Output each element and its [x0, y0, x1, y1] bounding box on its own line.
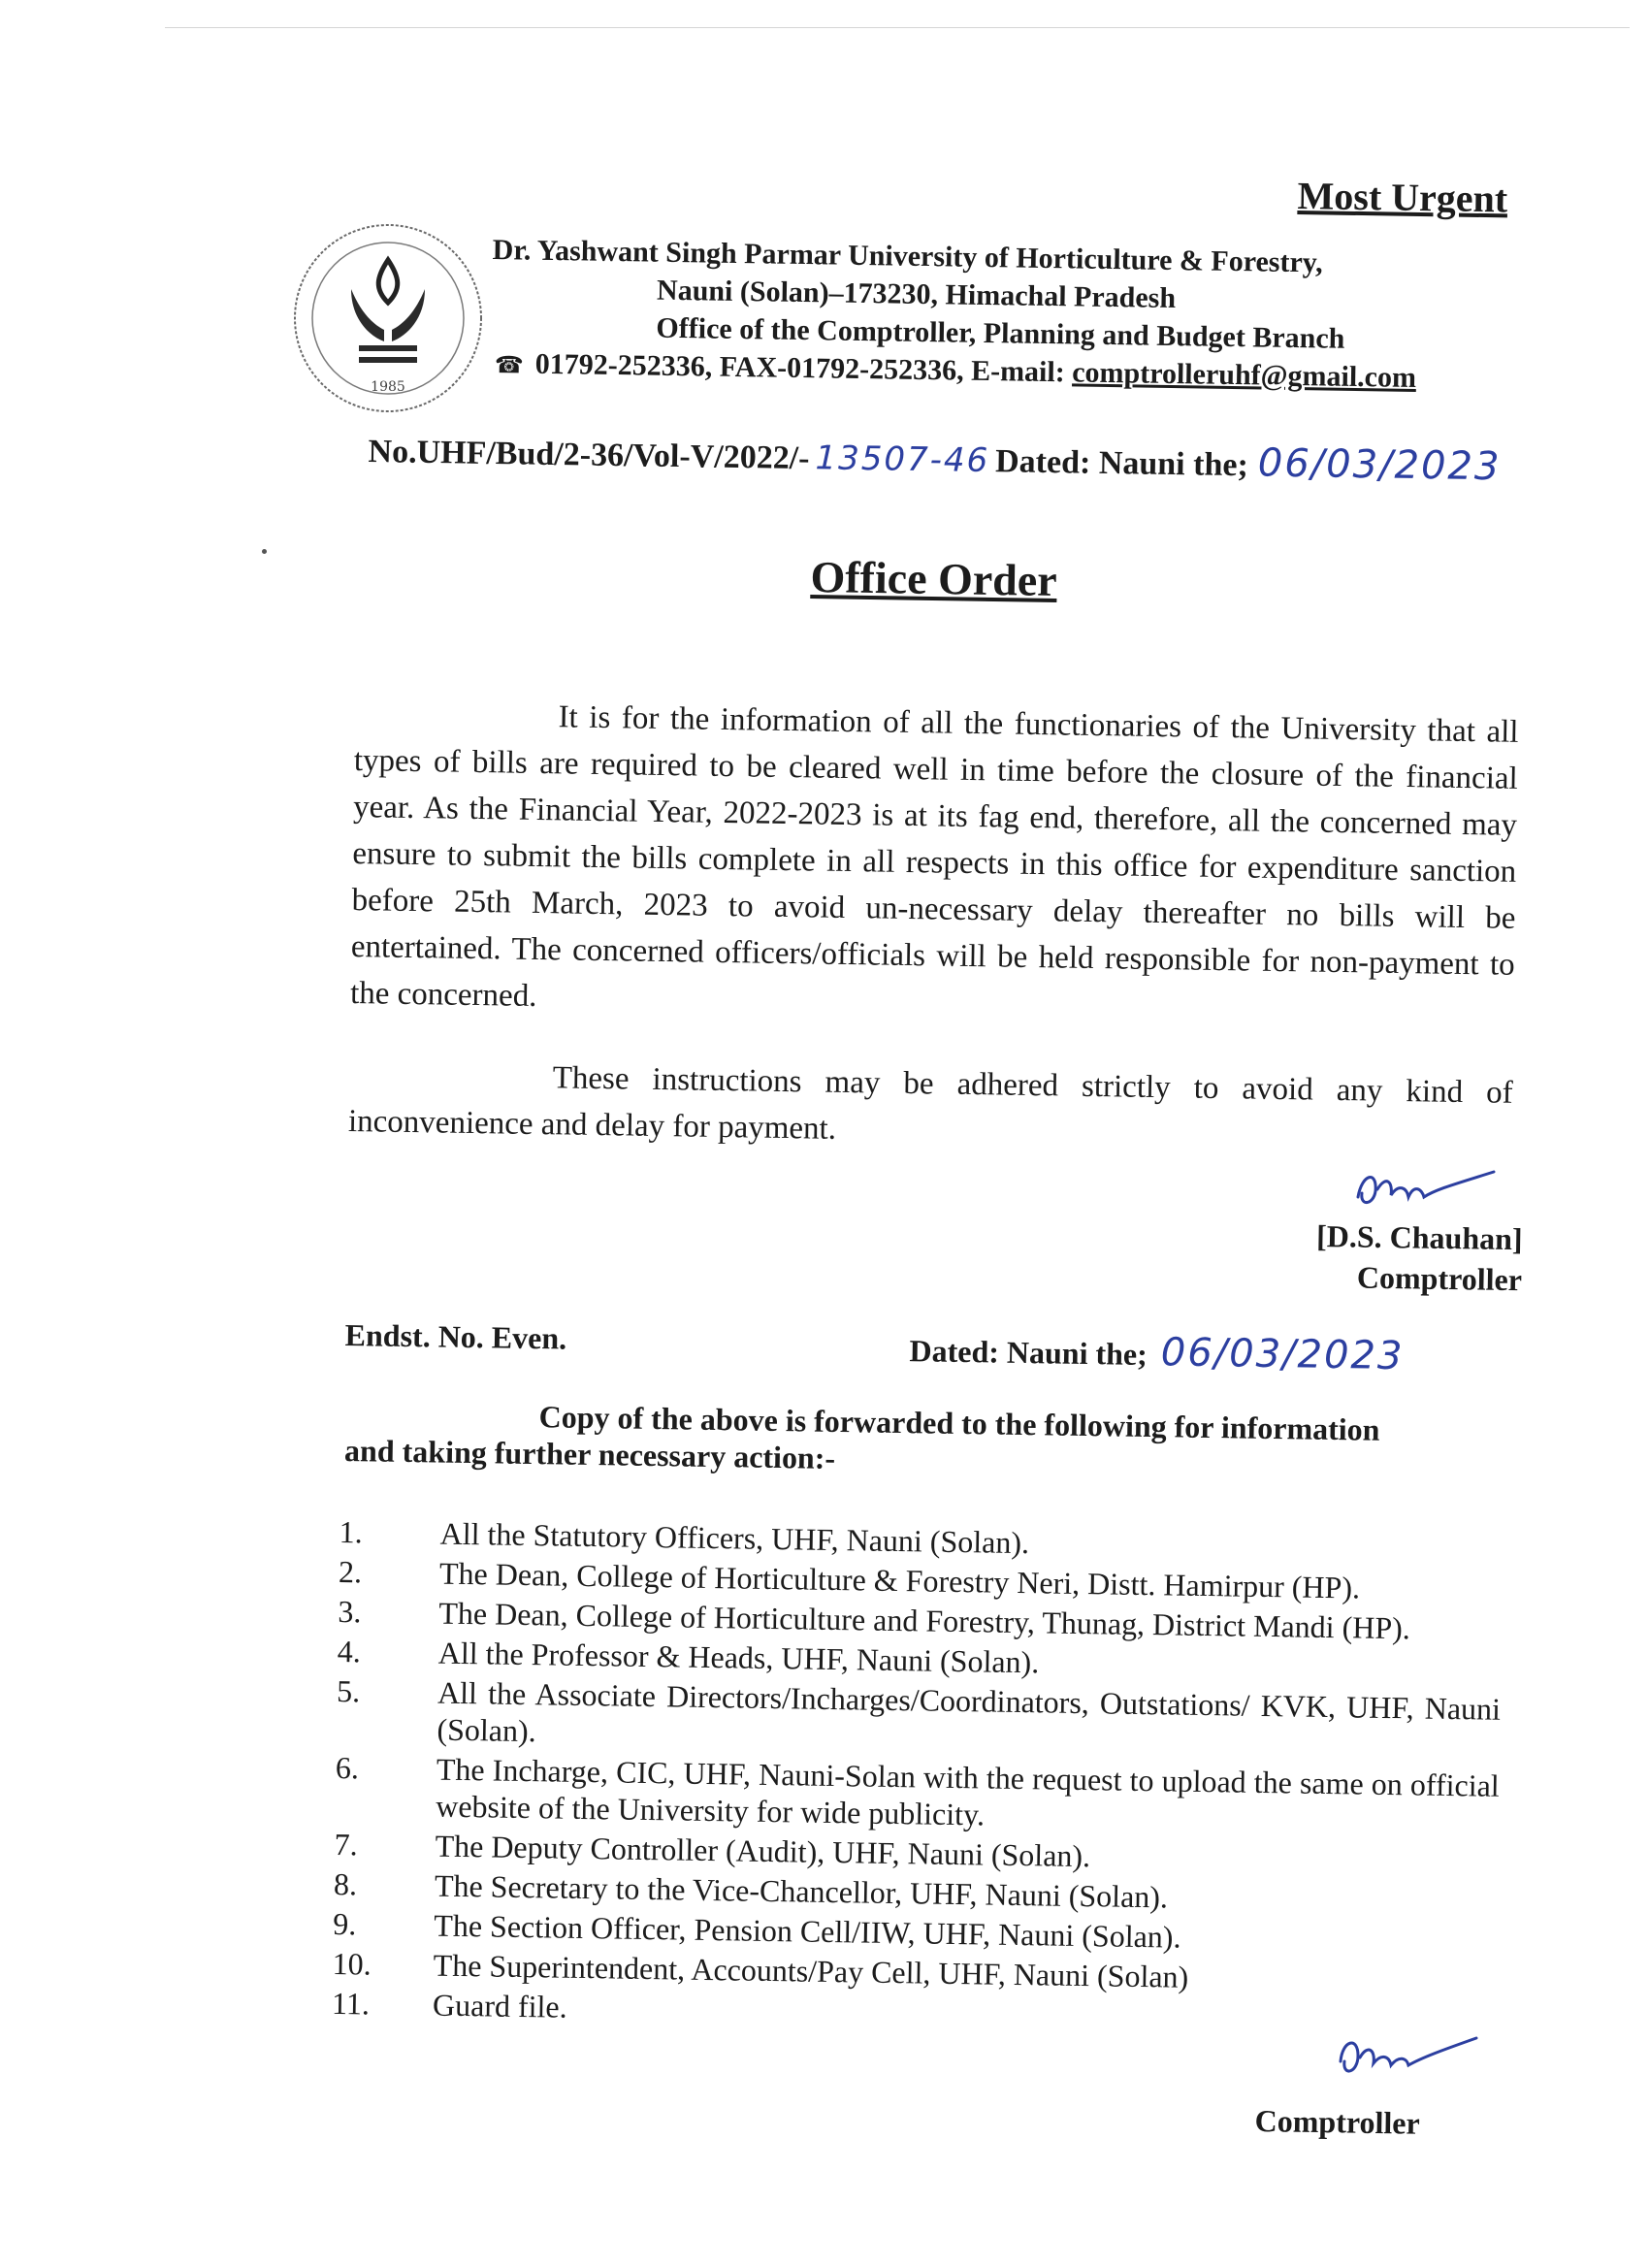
priority-label: Most Urgent [1297, 173, 1508, 221]
endorsement-handwritten-date: 06/03/2023 [1160, 1330, 1405, 1379]
item-text: The Dean, College of Horticulture and Forestry, Thunag, District Mandi (HP). [438, 1595, 1411, 1646]
seal-year: 1985 [371, 379, 405, 395]
signatory-designation: Comptroller [1356, 1259, 1523, 1298]
item-number: 5. [336, 1672, 361, 1709]
office-name: Office of the Comptroller, Planning and Budget Branch [656, 311, 1345, 355]
signature-scribble [1348, 1154, 1504, 1222]
item-text: All the Professor & Heads, UHF, Nauni (Solan). [437, 1635, 1040, 1680]
item-text: The Superintendent, Accounts/Pay Cell, UHF, Nauni (Solan) [433, 1947, 1189, 1994]
item-number: 10. [332, 1945, 372, 1982]
item-number: 1. [339, 1513, 363, 1550]
item-number: 6. [335, 1749, 360, 1786]
endorsement-dated-label: Dated: Nauni the; [909, 1333, 1148, 1372]
university-address: Nauni (Solan)–173230, Himachal Pradesh [656, 274, 1177, 315]
item-text: The Incharge, CIC, UHF, Nauni-Solan with the request to upload the same on official website of the University for wide publicity. [435, 1751, 1501, 1832]
university-name: Dr. Yashwant Singh Parmar University of Horticulture & Forestry, [492, 233, 1323, 279]
reference-line [368, 427, 1501, 489]
forwarding-line-2: and taking further necessary action:- [343, 1432, 836, 1475]
footer-designation: Comptroller [1254, 2103, 1421, 2141]
item-number: 4. [337, 1633, 362, 1669]
email-link[interactable]: comptrolleruhf@gmail.com [1071, 356, 1417, 394]
item-number: 8. [333, 1865, 358, 1902]
item-number: 7. [334, 1826, 358, 1863]
signatory-name: [D.S. Chauhan] [1315, 1217, 1523, 1257]
item-text: The Dean, College of Horticulture & Forestry Neri, Distt. Hamirpur (HP). [438, 1555, 1361, 1605]
item-text: All the Associate Directors/Incharges/Coordinators, Outstations/ KVK, UHF, Nauni (Solan). [436, 1674, 1502, 1749]
endorsement-label: Endst. No. Even. [344, 1317, 567, 1356]
signatory-block [1260, 1215, 1523, 1300]
footer-signature-scribble [1329, 2023, 1484, 2090]
telephone-icon: ☎ [494, 351, 524, 379]
scan-edge-line [165, 27, 1630, 28]
endorsement-line [344, 1317, 1508, 1379]
item-text: The Deputy Controller (Audit), UHF, Nauni (Solan). [435, 1828, 1091, 1874]
list-item [336, 1672, 1501, 1765]
order-body [348, 691, 1519, 1163]
reference-number: No.UHF/Bud/2-36/Vol-V/2022/- [368, 433, 810, 477]
university-seal-icon [291, 221, 485, 415]
recipient-list [332, 1513, 1504, 2043]
item-text: All the Statutory Officers, UHF, Nauni (Solan). [439, 1515, 1030, 1561]
item-text: Guard file. [432, 1987, 567, 2025]
handwritten-date: 06/03/2023 [1257, 440, 1502, 490]
endorsement-dated [909, 1326, 1405, 1378]
document-title: Office Order [810, 551, 1058, 605]
contact-numbers: 01792-252336, FAX-01792-252336, E-mail: [534, 347, 1073, 389]
dated-label: Dated: Nauni the; [994, 443, 1249, 484]
item-text: The Section Officer, Pension Cell/IIW, UHF, Nauni (Solan). [434, 1907, 1181, 1955]
body-paragraph-2: These instructions may be adhered strictly to avoid any kind of inconvenience and delay for payment. [347, 1060, 1513, 1147]
item-number: 3. [338, 1593, 362, 1630]
item-text: The Secretary to the Vice-Chancellor, UHF, Nauni (Solan). [434, 1867, 1169, 1915]
item-number: 11. [331, 1985, 371, 2022]
list-item [335, 1749, 1500, 1841]
scan-speck [262, 549, 267, 554]
letterhead [491, 231, 1502, 400]
handwritten-reference-number: 13507-46 [815, 438, 990, 481]
item-number: 2. [338, 1553, 363, 1590]
body-paragraph-1: It is for the information of all the functionaries of the University that all types of bills are required to be cleared well in time before the closure of the financial year. As the Financial Year, 2022-2023 is at its fag end, therefore, all the concerned may ensure to submit the bills complete in all respects in this office for expenditure sanction before 25th March, 2023 to avoid un-necessary delay thereafter no bills will be entertained. The concerned officers/officials will be held responsible for non-payment to the concerned. [349, 699, 1519, 1014]
forwarding-note [344, 1395, 1509, 1487]
forwarding-line-1: Copy of the above is forwarded to the following for information [538, 1399, 1380, 1447]
item-number: 9. [333, 1905, 357, 1942]
